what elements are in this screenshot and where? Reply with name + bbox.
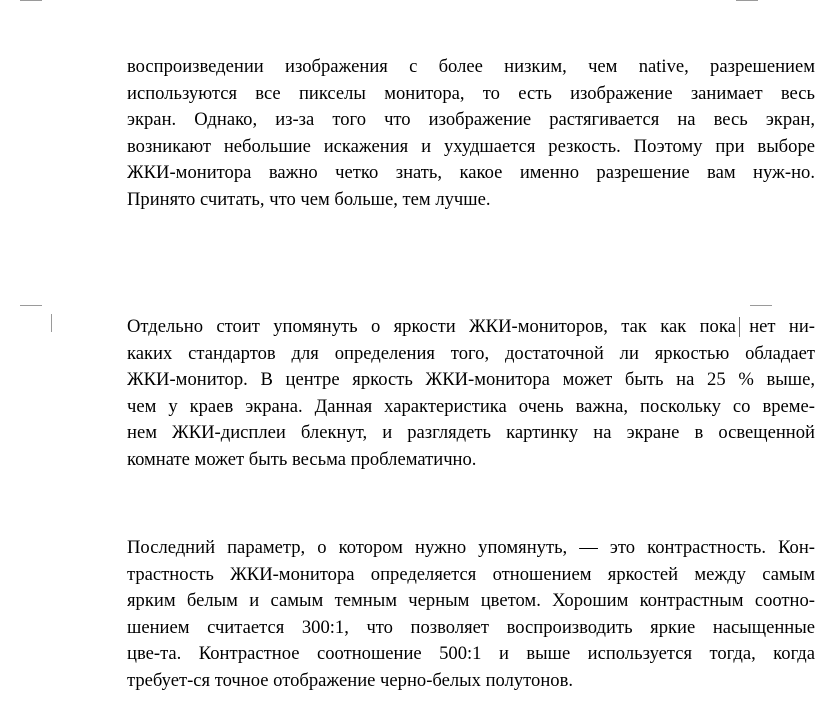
text-line: цве-та. Контрастное соотношение 500:1 и выше используется тогда, когда — [127, 643, 815, 664]
text-line: экран. Однако, из-за того что изображение растягивается на весь экран, — [127, 109, 815, 130]
text-line: каких стандартов для определения того, достаточной ли яркостью обладает — [127, 342, 815, 364]
text-line: Принято считать, что чем больше, тем лучше. — [127, 188, 491, 210]
text-line: Отдельно стоит упомянуть о яркости ЖКИ-мониторов, так как пока нет ни- — [127, 316, 815, 337]
text-line: воспроизведении изображения с более низким, чем native, разрешением — [127, 56, 815, 77]
paragraph-resolution — [127, 54, 815, 213]
text-line: Последний параметр, о котором нужно упомянуть, — это контрастность. Кон- — [127, 537, 815, 558]
crop-mark-top-right — [736, 0, 758, 1]
page-break-mark-right — [750, 305, 772, 306]
text-line: трастность ЖКИ-монитора определяется отношением яркостей между самым — [127, 563, 815, 585]
text-line: чем у краев экрана. Данная характеристика очень важна, поскольку со време- — [127, 395, 815, 417]
text-line: ярким белым и самым темным черным цветом. Хорошим контрастным соотно- — [127, 590, 815, 611]
margin-mark-left — [51, 314, 52, 332]
paragraph-contrast — [127, 535, 815, 694]
text-line: требует-ся точное отображение черно-белых полутонов. — [127, 669, 574, 691]
page-break-mark-left — [20, 305, 42, 306]
text-line: возникают небольшие искажения и ухудшается резкость. Поэтому при выборе — [127, 135, 815, 157]
text-line: ЖКИ-монитора важно четко знать, какое именно разрешение вам нуж-но. — [127, 162, 815, 183]
text-line: используются все пикселы монитора, то есть изображение занимает весь — [127, 82, 815, 104]
crop-mark-top-left — [20, 0, 42, 1]
text-line: шением считается 300:1, что позволяет воспроизводить яркие насыщенные — [127, 616, 815, 638]
text-line: ЖКИ-монитор. В центре яркость ЖКИ-монитора может быть на 25 % выше, — [127, 369, 815, 390]
paragraph-brightness — [127, 314, 815, 473]
text-line: комнате может быть весьма проблематично. — [127, 448, 477, 470]
text-line: нем ЖКИ-дисплеи блекнут, и разглядеть картинку на экране в освещенной — [127, 422, 815, 443]
